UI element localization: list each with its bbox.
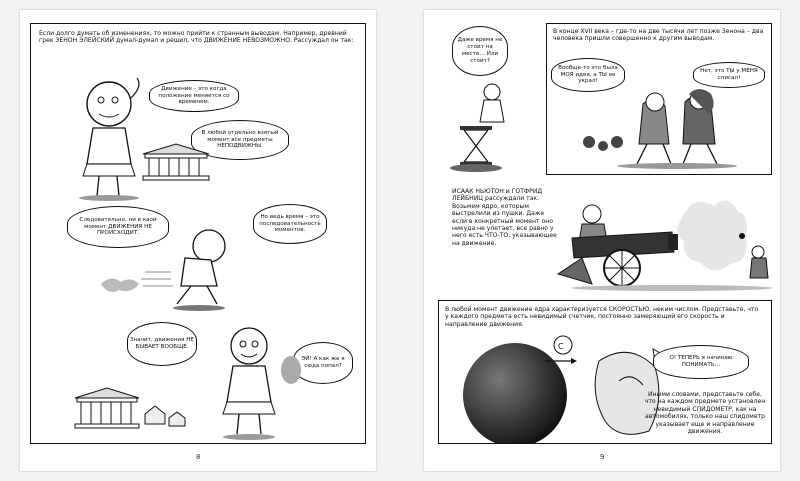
right-panel-speed xyxy=(438,300,772,444)
speech-bubble-objects-still: В любой отдельно взятый момент все предметы НЕПОДВИЖНЫ. xyxy=(191,120,289,160)
right-panel-newton-leibniz xyxy=(546,23,772,175)
hourglass-character-illustration xyxy=(446,82,526,172)
panel-1-caption: В конце XVII века – где-то на две тысячи лет позже Зенона – два человека пришли совершенно к другим выводам. xyxy=(553,28,764,43)
speedometer-text: Иными словами, представьте себе, что на каждом предмете установлен невидимый СПИДОМЕТР, как на автомобилях, только наш спидометр указывает еще и направление движения. xyxy=(644,391,766,436)
svg-text:C: C xyxy=(558,342,564,351)
speech-bubble-how-did-i-get-here: ЭЙ! А как же я сюда попал? xyxy=(293,342,353,384)
speech-bubble-my-idea: Вообще-то это была МОЯ идея, а ТЫ ее украл! xyxy=(551,58,625,92)
newton-leibniz-text: ИСААК НЬЮТОН и ГОТФРИД ЛЕЙБНИЦ рассуждали так. Возьмем ядро, которым выстрелили из пушки. Даже если в конкретный момент оно никуда не улетает, все равно у него есть ЧТО-ТО, указывающее на движение. xyxy=(452,188,557,247)
greek-city-illustration xyxy=(71,384,191,432)
left-page xyxy=(20,10,376,471)
left-panel-zeno xyxy=(30,23,366,444)
left-intro-text: Если долго думать об изменениях, то можно прийти к странным выводам. Например, древний грек ЗЕНОН ЭЛЕЙСКИЙ думал-думал и решил, что ДВИЖЕНИЕ НЕВОЗМОЖНО. Рассуждал он так: xyxy=(39,30,354,45)
left-page-number: 8 xyxy=(196,453,201,461)
zeno-walking-illustration xyxy=(101,224,241,314)
cannon-firing-illustration xyxy=(552,188,778,296)
speech-bubble-motion-definition: Движение – это когда положение меняется со временем. xyxy=(149,80,239,112)
right-page xyxy=(424,10,780,471)
speech-bubble-you-copied: Нет, это ТЫ у МЕНЯ списал! xyxy=(693,62,765,88)
right-page-number: 9 xyxy=(600,453,605,461)
scientists-arguing-illustration xyxy=(567,84,757,170)
greek-temple-illustration xyxy=(141,142,211,182)
speed-text: В любой момент движение ядра характеризуется СКОРОСТЬЮ, неким числом. Представьте, что у каждого предмета есть невидимый счетчик, постоянно замеряющий его скорость и направление движения. xyxy=(445,306,759,328)
speech-bubble-now-understand: О! ТЕПЕРЬ я начинаю ПОНИМАТЬ… xyxy=(653,345,749,379)
zeno-thinking-illustration xyxy=(61,76,161,201)
speech-bubble-no-motion-at-all: Значит, движения НЕ БЫВАЕТ ВООБЩЕ. xyxy=(127,322,197,366)
cannonball-speedometer-illustration xyxy=(453,331,603,441)
speech-bubble-no-motion: Следовательно, ни в каой момент ДВИЖЕНИЯ НЕ ПРОИСХОДИТ. xyxy=(67,206,169,248)
zeno-standing-illustration xyxy=(207,324,297,442)
speech-bubble-time-moments: Но ведь время – это последовательность моментов. xyxy=(253,204,327,244)
thought-bubble-time: Даже время не стоит на месте… Или стоит? xyxy=(452,26,508,76)
